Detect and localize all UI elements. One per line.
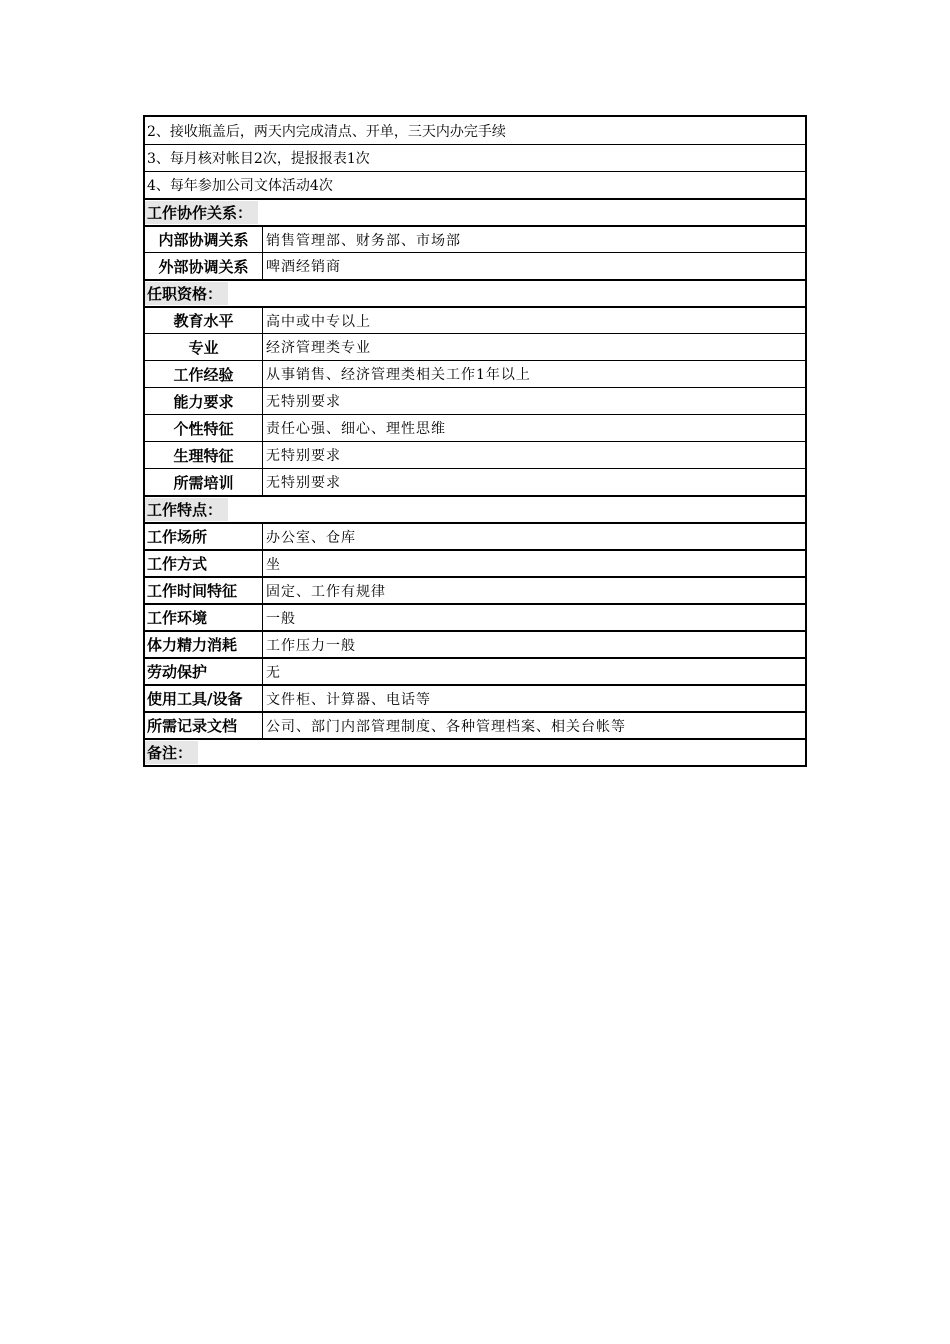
row-value: 经济管理类专业 bbox=[266, 340, 371, 356]
row-value: 无特别要求 bbox=[266, 475, 341, 491]
qualification-row bbox=[145, 333, 805, 360]
feature-row bbox=[145, 522, 805, 549]
row-label: 所需记录文档 bbox=[145, 713, 263, 738]
row-value: 啤酒经销商 bbox=[266, 259, 341, 275]
row-value: 文件柜、计算器、电话等 bbox=[266, 691, 431, 708]
section-title: 工作特点： bbox=[145, 498, 228, 521]
row-value: 一般 bbox=[266, 610, 296, 627]
row-label: 工作经验 bbox=[145, 361, 263, 387]
row-label: 工作时间特征 bbox=[145, 578, 263, 603]
row-label: 劳动保护 bbox=[145, 659, 263, 684]
row-value: 公司、部门内部管理制度、各种管理档案、相关台帐等 bbox=[266, 718, 626, 735]
feature-row bbox=[145, 684, 805, 711]
row-value: 无 bbox=[266, 664, 281, 681]
row-label: 工作场所 bbox=[145, 524, 263, 549]
row-value: 销售管理部、财务部、市场部 bbox=[266, 232, 461, 249]
qualification-row bbox=[145, 414, 805, 441]
duty-text: 2、接收瓶盖后，两天内完成清点、开单，三天内办完手续 bbox=[147, 123, 506, 140]
qualification-row bbox=[145, 468, 805, 495]
qualification-row bbox=[145, 306, 805, 333]
row-label: 使用工具/设备 bbox=[145, 686, 263, 711]
row-label: 专业 bbox=[145, 334, 263, 360]
row-label: 生理特征 bbox=[145, 442, 263, 468]
feature-row bbox=[145, 630, 805, 657]
row-label: 体力精力消耗 bbox=[145, 632, 263, 657]
qualification-row bbox=[145, 441, 805, 468]
row-label: 内部协调关系 bbox=[145, 227, 263, 252]
feature-row bbox=[145, 657, 805, 684]
section-features-header bbox=[145, 495, 805, 522]
duty-text: 4、每年参加公司文体活动4次 bbox=[147, 178, 333, 194]
row-value: 办公室、仓库 bbox=[266, 529, 356, 546]
section-title: 工作协作关系： bbox=[145, 201, 258, 224]
duty-text: 3、每月核对帐目2次，提报报表1次 bbox=[147, 151, 370, 167]
row-value: 工作压力一般 bbox=[266, 637, 356, 654]
section-title: 任职资格： bbox=[145, 282, 228, 305]
qualification-row bbox=[145, 360, 805, 387]
row-label: 工作方式 bbox=[145, 551, 263, 576]
row-label: 教育水平 bbox=[145, 308, 263, 333]
job-description-table bbox=[143, 115, 807, 767]
section-remarks-header bbox=[145, 738, 805, 765]
row-value: 高中或中专以上 bbox=[266, 313, 371, 330]
qualification-row bbox=[145, 387, 805, 414]
duty-row bbox=[145, 117, 805, 144]
row-value: 固定、工作有规律 bbox=[266, 583, 386, 600]
feature-row bbox=[145, 549, 805, 576]
row-value: 无特别要求 bbox=[266, 448, 341, 464]
row-value: 坐 bbox=[266, 556, 281, 573]
row-value: 从事销售、经济管理类相关工作1年以上 bbox=[266, 367, 531, 383]
feature-row bbox=[145, 576, 805, 603]
row-label: 工作环境 bbox=[145, 605, 263, 630]
section-title: 备注： bbox=[145, 741, 198, 764]
row-label: 外部协调关系 bbox=[145, 253, 263, 279]
duty-row bbox=[145, 171, 805, 198]
section-qualification-header bbox=[145, 279, 805, 306]
section-cooperation-header bbox=[145, 198, 805, 225]
cooperation-row bbox=[145, 225, 805, 252]
row-label: 个性特征 bbox=[145, 415, 263, 441]
row-value: 责任心强、细心、理性思维 bbox=[266, 421, 446, 437]
duty-row bbox=[145, 144, 805, 171]
row-label: 能力要求 bbox=[145, 388, 263, 414]
row-label: 所需培训 bbox=[145, 469, 263, 495]
cooperation-row bbox=[145, 252, 805, 279]
feature-row bbox=[145, 603, 805, 630]
feature-row bbox=[145, 711, 805, 738]
row-value: 无特别要求 bbox=[266, 394, 341, 410]
